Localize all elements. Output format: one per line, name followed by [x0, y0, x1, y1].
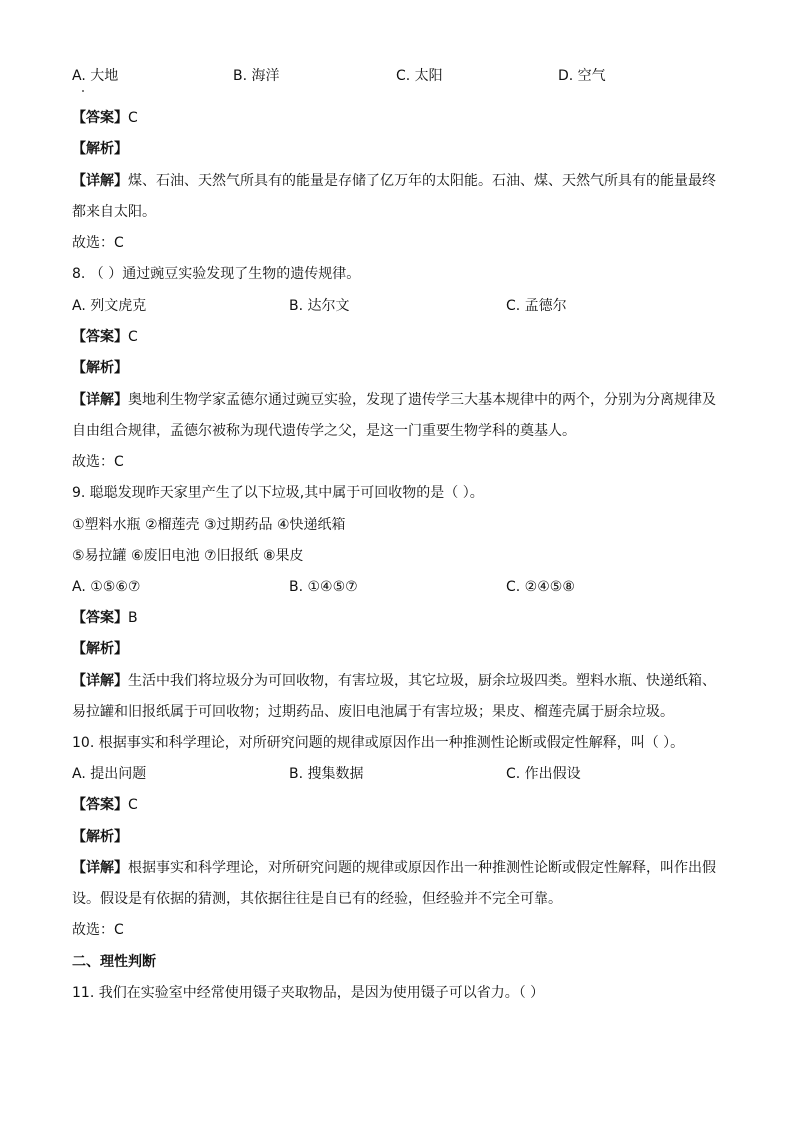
- q10-analysis-tag: 【解析】: [72, 829, 128, 845]
- q8-option-a: A. 列文虎克: [72, 298, 147, 314]
- answer-tag: 【答案】: [72, 610, 128, 626]
- q8-choice: 故选：C: [72, 454, 124, 470]
- answer-tag: 【答案】: [72, 797, 128, 813]
- detail-tag: 【详解】: [72, 860, 128, 876]
- detail-tag: 【详解】: [72, 392, 128, 408]
- q10-stem: 10. 根据事实和科学理论，对所研究问题的规律或原因作出一种推测性论断或假定性解释，叫（ ）。: [72, 735, 685, 751]
- q8-detail-line1: [72, 390, 716, 410]
- q8-answer: [72, 327, 138, 347]
- answer-value: B: [128, 610, 138, 626]
- q10-option-a: A. 提出问题: [72, 766, 147, 782]
- q7-option-a: A. 大地: [72, 68, 119, 84]
- detail-tag: 【详解】: [72, 673, 128, 689]
- q8-option-b: B. 达尔文: [289, 298, 350, 314]
- q9-analysis-tag: 【解析】: [72, 641, 128, 657]
- q9-stem: 9. 聪聪发现昨天家里产生了以下垃圾,其中属于可回收物的是（ ）。: [72, 485, 484, 501]
- q10-choice: 故选：C: [72, 922, 124, 938]
- q8-analysis-tag: 【解析】: [72, 360, 128, 376]
- q7-option-c: C. 太阳: [396, 68, 443, 84]
- q7-analysis-tag: 【解析】: [72, 141, 128, 157]
- answer-value: C: [128, 329, 138, 345]
- q8-option-c: C. 孟德尔: [506, 298, 567, 314]
- detail-text: 生活中我们将垃圾分为可回收物，有害垃圾，其它垃圾，厨余垃圾四类。塑料水瓶、快递纸箱、: [128, 673, 716, 689]
- q7-answer: [72, 108, 138, 128]
- answer-tag: 【答案】: [72, 329, 128, 345]
- answer-value: C: [128, 797, 138, 813]
- detail-text: 根据事实和科学理论，对所研究问题的规律或原因作出一种推测性论断或假定性解释，叫作出假: [128, 860, 716, 876]
- q7-detail-line2: 都来自太阳。: [72, 204, 156, 220]
- q10-option-c: C. 作出假设: [506, 766, 581, 782]
- q7-option-b: B. 海洋: [233, 68, 280, 84]
- q9-option-c: C. ②④⑤⑧: [506, 579, 575, 595]
- detail-tag: 【详解】: [72, 173, 128, 189]
- q9-option-b: B. ①④⑤⑦: [289, 579, 358, 595]
- answer-value: C: [128, 110, 138, 126]
- q11-stem: 11. 我们在实验室中经常使用镊子夹取物品，是因为使用镊子可以省力。（ ）: [72, 985, 545, 1001]
- q9-answer: [72, 608, 138, 628]
- q9-detail-line2: 易拉罐和旧报纸属于可回收物；过期药品、废旧电池属于有害垃圾；果皮、榴莲壳属于厨余垃圾。: [72, 704, 674, 720]
- q10-option-b: B. 搜集数据: [289, 766, 364, 782]
- q9-items-line2: ⑤易拉罐 ⑥废旧电池 ⑦旧报纸 ⑧果皮: [72, 548, 304, 564]
- q7-detail-line1: [72, 171, 716, 191]
- q8-detail-line2: 自由组合规律，孟德尔被称为现代遗传学之父，是这一门重要生物学科的奠基人。: [72, 423, 576, 439]
- q7-option-d: D. 空气: [558, 68, 606, 84]
- q9-items-line1: ①塑料水瓶 ②榴莲壳 ③过期药品 ④快递纸箱: [72, 517, 346, 533]
- answer-tag: 【答案】: [72, 110, 128, 126]
- stray-dot: [82, 90, 84, 92]
- q10-detail-line2: 设。假设是有依据的猜测，其依据往往是自已有的经验，但经验并不完全可靠。: [72, 891, 562, 907]
- section-title: 二、理性判断: [72, 954, 156, 970]
- detail-text: 奥地利生物学家孟德尔通过豌豆实验，发现了遗传学三大基本规律中的两个，分别为分离规律及: [128, 392, 716, 408]
- q9-option-a: A. ①⑤⑥⑦: [72, 579, 141, 595]
- q9-detail-line1: [72, 671, 716, 691]
- q10-answer: [72, 795, 138, 815]
- q7-choice: 故选：C: [72, 235, 124, 251]
- detail-text: 煤、石油、天然气所具有的能量是存储了亿万年的太阳能。石油、煤、天然气所具有的能量最终: [128, 173, 716, 189]
- q10-detail-line1: [72, 858, 716, 878]
- q8-stem: 8. （ ）通过豌豆实验发现了生物的遗传规律。: [72, 266, 361, 282]
